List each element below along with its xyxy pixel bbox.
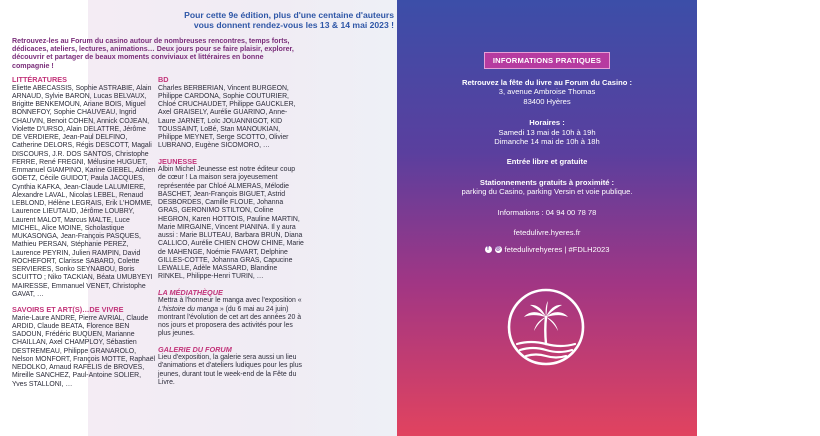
entry-note: Entrée libre et gratuite — [506, 157, 588, 167]
facebook-icon[interactable]: f — [485, 246, 492, 253]
hours-title: Horaires : — [529, 118, 565, 128]
media-exhibit-title: L'histoire du manga — [158, 305, 218, 313]
website-link[interactable]: fetedulivre.hyeres.fr — [513, 228, 581, 238]
parking-text: parking du Casino, parking Versin et voie publique. — [461, 187, 633, 197]
info-badge: INFORMATIONS PRATIQUES — [484, 52, 610, 69]
section-title-litteratures: LITTÉRATURES — [12, 75, 67, 84]
intro-line-2: vous donnent rendez-vous les 13 & 14 mai 2023 ! — [193, 19, 394, 30]
section-title-jeunesse: JEUNESSE — [158, 156, 197, 166]
section-body-savoirs: Marie-Laure ANDRE, Pierre AVRIAL, Claude ARDID, Claude BEATA, Florence BEN SADOUN, Frédéric BUQUEN, Marianne CHAILLAN, Axel CHAMPLOY, Sébastien DESTREMEAU, Philippe GRANAROLO, Nelson MONFORT, François MOTTE, Raphaël NEDOLKO, Arnaud RAFELIS de BROVES, Mireille SANCHEZ, Paul-Antoine SOLIER, Yves STALLONI, … — [12, 314, 156, 388]
parking-title: Stationnements gratuits à proximité : — [479, 177, 615, 187]
section-title-savoirs: SAVOIRS ET ART(S)…DE VIVRE — [12, 305, 124, 315]
column-right — [158, 76, 304, 394]
section-title-bd: BD — [158, 75, 169, 84]
media-text-b: » (du 6 mai au 24 juin) montrant l'évolution de cet art des années 20 à nos jours et proposera des activités pour les plus jeunes. — [158, 305, 302, 338]
hours-block — [397, 118, 697, 146]
media-text-a: Mettra à l'honneur le manga avec l'exposition « — [158, 297, 302, 305]
hours-sunday: Dimanche 14 mai de 10h à 18h — [494, 137, 600, 147]
location-block — [397, 78, 697, 106]
intro-paragraph: Retrouvez-les au Forum du casino autour de nombreuses rencontres, temps forts, dédicaces, ateliers, lectures, animations… Deux jours pour se faire plaisir, explorer, découvrir et partager de beaux moments conviviaux et littéraires en bonne compagnie ! — [12, 37, 294, 70]
intro-headline — [98, 11, 394, 31]
hours-saturday: Samedi 13 mai de 10h à 19h — [498, 127, 596, 137]
palm-sun-logo — [505, 286, 587, 368]
phone-info: Informations : 04 94 00 78 78 — [497, 207, 597, 217]
intro-line-1: Pour cette 9e édition, plus d'une centaine d'auteurs — [184, 10, 394, 20]
info-panel — [397, 0, 697, 436]
section-body-galerie: Lieu d'exposition, la galerie sera aussi un lieu d'animations et d'ateliers ludiques pour les plus jeunes, durant tout le week-end de la Fête du Livre. — [158, 354, 302, 386]
section-title-mediatheque: LA MÉDIATHÈQUE — [158, 287, 223, 297]
location-title: Retrouvez la fête du livre au Forum du Casino : — [461, 78, 633, 87]
social-handle: fetedulivrehyeres | #FDLH2023 — [504, 245, 610, 255]
section-body-litteratures: Eliette ABECASSIS, Sophie ASTRABIE, Alain ARNAUD, Sylvie BARON, Lucas BELVAUX, Brigitte BENKEMOUN, Ariane BOIS, Miguel BONNEFOY, Sophie CHAUVEAU, Ingrid CHAUVIN, Benoit COHEN, Annick COJEAN, Violette D'URSO, Alain DELATTRE, Jérôme DE VERDIERE, Jean-Paul DELFINO, Catherine DELORS, Régis DESCOTT, Magali DISCOURS, J.R. DOS SANTOS, Christophe FERRE, René FREGNI, Mélusine HUGUET, Emmanuel GIAMPINO, Karine GIEBEL, Adrien GOETZ, Cécile GUIDOT, Paula JACQUES, Cynthia KAFKA, Jean-Claude LALUMIERE, Alexandre LAVAL, Nicolas LEBEL, Renaud LEBLOND, Hélène LEGRAIS, Erik L'HOMME, Laurence LIEUTAUD, Jérôme LOUBRY, Laurent MALOT, Marcus MALTE, Luce MICHEL, Alice MOINE, Scholastique MUKASONGA, Jean-François PASQUES, Mathieu PERSAN, Stéphanie PEREZ, Laurence PEYRIN, Julien RAMPIN, David ROCHEFORT, Clarisse SABARD, Colette SERVIERES, Sonko SEYNABOU, Boris SCUITTO ; Niko TACKIAN, Béata UMUBYEYI MAIRESSE, Emmanuel VENET, Christophe GAVAT, … — [12, 84, 156, 298]
instagram-icon[interactable]: ◎ — [495, 246, 501, 253]
parking-block — [397, 178, 697, 197]
column-left — [12, 76, 157, 396]
address-line-1: 3, avenue Ambroise Thomas — [498, 87, 596, 97]
section-title-galerie: GALERIE DU FORUM — [158, 344, 232, 354]
section-body-mediatheque — [158, 297, 304, 338]
section-body-jeunesse: Albin Michel Jeunesse est notre éditeur coup de cœur ! La maison sera joyeusement représentée par Chloé ALMERAS, Mélodie BASCHET, Jean-François BIGUET, Astrid DESBORDES, Camille FLOUE, Johanna GRAS, GERONIMO STILTON, Coline HEGRON, Karen HOTTOIS, Pauline MARTIN, Marie MIRGAINE, Vincent PIANINA. Il y aura aussi : Marie BLUTEAU, Barbara BRUN, Diana CALLICO, Aurélie CHIEN CHOW CHINE, Marie de MAHENGE, Noémie FAVART, Delphine GILLES-COTTE, Johanna GRAS, Capucine LEWALLE, Adèle MASSARD, Blandine RINKEL, Philippe-Henri TURIN, … — [158, 166, 304, 281]
social-line — [485, 245, 610, 254]
section-body-bd: Charles BERBERIAN, Vincent BURGEON, Philippe CARDONA, Sophie COUTURIER, Chloé CRUCHAUDET, Philippe GAUCKLER, Axel GRAISELY, Aurélie GUARINO, Anne-Laure JARNET, Loïc JOUANNIGOT, KID TOUSSAINT, LoBé, Stan MANOUKIAN, Philippe MEYNET, Serge SCOTTO, Olivier LUBRANO, Eugène SICOMORO, … — [158, 84, 296, 150]
address-line-2: 83400 Hyères — [523, 96, 571, 106]
